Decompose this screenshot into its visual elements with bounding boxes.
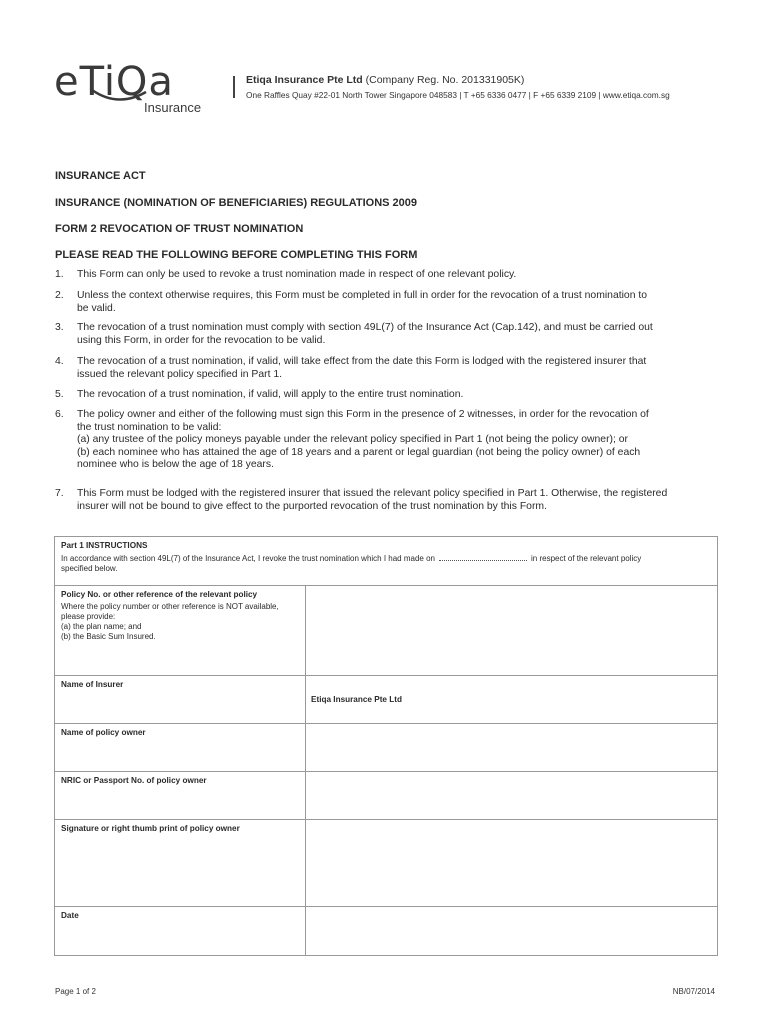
nomination-date-field[interactable] — [439, 560, 527, 561]
part1-title: Part 1 INSTRUCTIONS — [61, 541, 148, 550]
header-divider — [233, 76, 235, 98]
part1-statement: In accordance with section 49L(7) of the Insurance Act, I revoke the trust nomination which I had made on in respect of the relevant policy — [61, 554, 642, 563]
owner-name-field[interactable] — [306, 724, 717, 771]
instruction-item: 1. This Form can only be used to revoke a trust nomination made in respect of one relevant policy. — [55, 269, 517, 280]
page-number: Page 1 of 2 — [55, 987, 96, 996]
company-name: Etiqa Insurance Pte Ltd — [246, 74, 363, 86]
insurer-label: Name of Insurer — [61, 680, 124, 689]
company-reg: (Company Reg. No. 201331905K) — [365, 74, 525, 86]
etiqa-logo — [54, 59, 214, 122]
logo-wordmark: eTiQa — [54, 59, 174, 105]
nric-label: NRIC or Passport No. of policy owner — [61, 776, 207, 785]
policy-label: Policy No. or other reference of the relevant policy — [61, 590, 258, 599]
company-address: One Raffles Quay #22-01 North Tower Singapore 048583 | T +65 6336 0477 | F +65 6339 2109 | www.etiqa.com.sg — [246, 90, 670, 100]
date-field[interactable] — [306, 907, 717, 955]
instruction-item: 7. This Form must be lodged with the registered insurer that issued the relevant policy specified in Part 1. Otherwise, the registered insurer will not be bound to give effect to the purported revocation of the trust nomination by this Form. — [55, 488, 668, 512]
nric-field[interactable] — [306, 772, 717, 819]
heading-act: INSURANCE ACT — [55, 170, 146, 182]
owner-label: Name of policy owner — [61, 728, 146, 737]
policy-field[interactable] — [306, 586, 717, 675]
instruction-item: 6. The policy owner and either of the following must sign this Form in the presence of 2 witnesses, in order for the revocation of the trust nomination to be valid: (a) any trustee of the policy moneys payable under the relevant policy specified in Part 1 (not being the policy owner); or (b) each nominee who has attained the age of 18 years and a parent or legal guardian (not being the policy owner) of each nominee who is below the age of 18 years. — [55, 409, 649, 470]
company-line — [246, 74, 524, 86]
heading-regulations: INSURANCE (NOMINATION OF BENEFICIARIES) REGULATIONS 2009 — [55, 197, 418, 209]
instruction-item: 3. The revocation of a trust nomination must comply with section 49L(7) of the Insurance Act (Cap.142), and must be carried out using this Form, in order for the revocation to be valid. — [55, 322, 653, 346]
signature-label: Signature or right thumb print of policy owner — [61, 824, 240, 833]
instruction-item: 4. The revocation of a trust nomination, if valid, will take effect from the date this Form is lodged with the registered insurer that issued the relevant policy specified in Part 1. — [55, 356, 647, 380]
row-divider — [55, 675, 717, 676]
logo-swoosh-icon — [90, 86, 150, 106]
part1-form — [54, 536, 718, 956]
date-label: Date — [61, 911, 79, 920]
heading-form: FORM 2 REVOCATION OF TRUST NOMINATION — [55, 223, 304, 235]
instruction-item: 5. The revocation of a trust nomination, if valid, will apply to the entire trust nomination. — [55, 389, 464, 400]
logo-subtitle: Insurance — [144, 100, 202, 115]
heading-read: PLEASE READ THE FOLLOWING BEFORE COMPLETING THIS FORM — [55, 249, 418, 261]
signature-field[interactable] — [306, 820, 717, 906]
form-code: NB/07/2014 — [672, 987, 715, 996]
part1-statement-line2: specified below. — [61, 564, 118, 573]
instruction-item: 2. Unless the context otherwise requires, this Form must be completed in full in order for the revocation of a trust nomination to be valid. — [55, 290, 648, 314]
policy-subtext: Where the policy number or other reference is NOT available, please provide: (a) the plan name; and (b) the Basic Sum Insured. — [61, 602, 279, 641]
insurer-value: Etiqa Insurance Pte Ltd — [311, 695, 402, 704]
